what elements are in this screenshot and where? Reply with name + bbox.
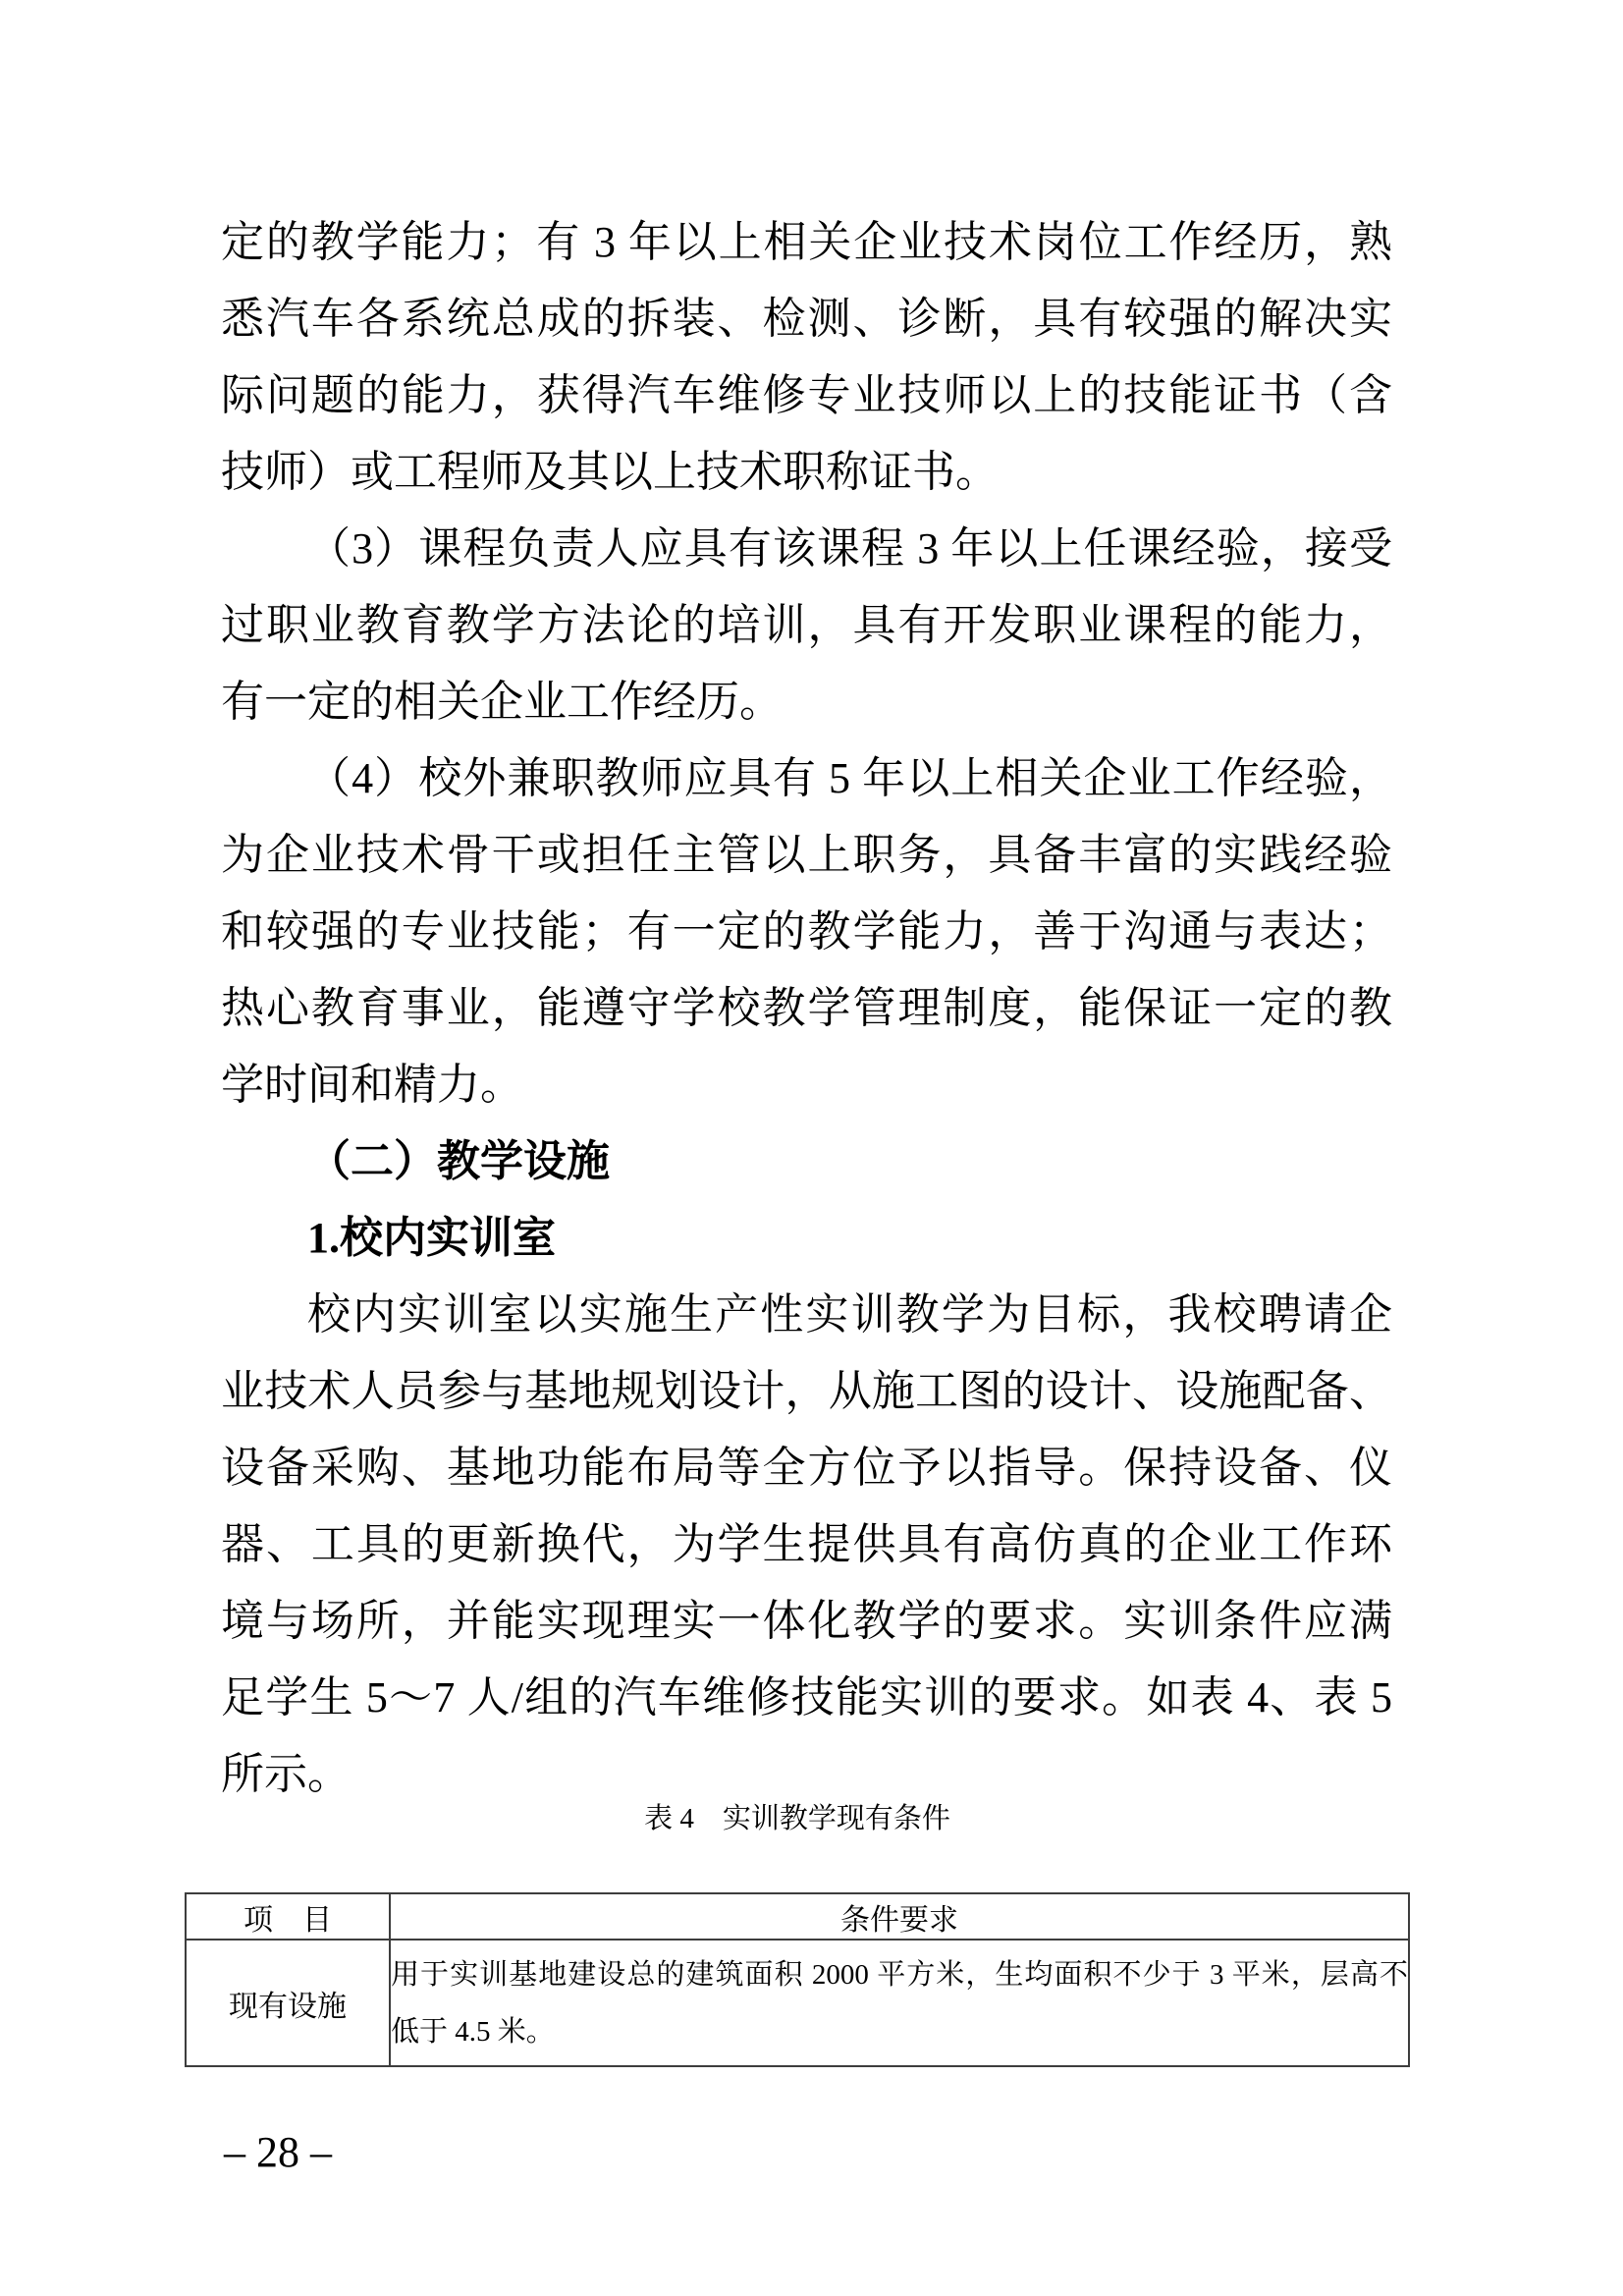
body-line: 学时间和精力。 — [221, 1061, 523, 1109]
body-text — [221, 204, 1392, 1813]
page-number: – 28 – — [224, 2128, 332, 2176]
body-line: 器、工具的更新换代，为学生提供具有高仿真的企业工作环 — [221, 1520, 1392, 1568]
body-line: 技师）或工程师及其以上技术职称证书。 — [221, 448, 999, 496]
body-line: 过职业教育教学方法论的培训，具有开发职业课程的能力， — [221, 601, 1392, 649]
body-line-paragraph-start: （3）课程负责人应具有该课程 3 年以上任课经验，接受 — [307, 524, 1392, 573]
body-line: 为企业技术骨干或担任主管以上职务，具备丰富的实践经验 — [221, 831, 1392, 879]
training-conditions-table — [185, 1892, 1410, 2067]
body-line: 所示。 — [221, 1750, 351, 1798]
body-line: 业技术人员参与基地规划设计，从施工图的设计、设施配备、 — [221, 1367, 1392, 1415]
body-line: 和较强的专业技能；有一定的教学能力，善于沟通与表达； — [221, 907, 1392, 956]
body-line: 定的教学能力；有 3 年以上相关企业技术岗位工作经历，熟 — [221, 218, 1392, 266]
requirement-line: 用于实训基地建设总的建筑面积 2000 平方米，生均面积不少于 3 平米，层高不 — [391, 1958, 1408, 1991]
subsection-heading: 1.校内实训室 — [307, 1214, 556, 1262]
table-header-row — [186, 1893, 1409, 1940]
section-heading: （二）教学设施 — [307, 1137, 610, 1185]
body-line-paragraph-start: （4）校外兼职教师应具有 5 年以上相关企业工作经验， — [307, 754, 1392, 802]
table-header-item: 项 目 — [186, 1893, 390, 1940]
table-cell-requirement — [390, 1940, 1409, 2066]
body-line: 足学生 5～7 人/组的汽车维修技能实训的要求。如表 4、表 5 — [221, 1673, 1392, 1722]
table-row — [186, 1940, 1409, 2066]
requirement-line: 低于 4.5 米。 — [391, 2015, 555, 2048]
body-line: 际问题的能力，获得汽车维修专业技师以上的技能证书（含 — [221, 371, 1392, 419]
body-line: 悉汽车各系统总成的拆装、检测、诊断，具有较强的解决实 — [221, 295, 1392, 343]
body-line-paragraph-start: 校内实训室以实施生产性实训教学为目标，我校聘请企 — [307, 1290, 1392, 1339]
body-line: 有一定的相关企业工作经历。 — [221, 678, 783, 726]
body-line: 设备采购、基地功能布局等全方位予以指导。保持设备、仪 — [221, 1444, 1392, 1492]
body-line: 热心教育事业，能遵守学校教学管理制度，能保证一定的教 — [221, 984, 1392, 1032]
body-line: 境与场所，并能实现理实一体化教学的要求。实训条件应满 — [221, 1597, 1392, 1645]
table-cell-item: 现有设施 — [186, 1940, 390, 2066]
table-caption: 表 4 实训教学现有条件 — [644, 1803, 950, 1834]
table-header-requirement: 条件要求 — [390, 1893, 1409, 1940]
